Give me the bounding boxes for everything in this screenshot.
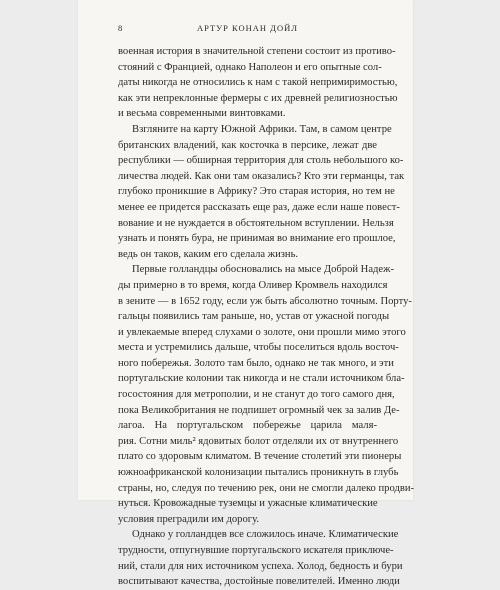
text-line: глубоко проникшие в Африку? Это старая история, но тем не bbox=[118, 186, 395, 198]
text-line: Первые голландцы обосновались на мысе Доброй Надеж- bbox=[132, 264, 394, 276]
body-text bbox=[118, 44, 415, 590]
text-line: британских владений, как косточка в персике, лежат две bbox=[118, 139, 377, 151]
text-line: личества людей. Как они там оказались? Кто эти германцы, так bbox=[118, 170, 405, 182]
text-line: республики — обширная территория для столь небольшого ко- bbox=[118, 155, 404, 167]
book-page bbox=[78, 0, 415, 588]
text-line: менее ее придется рассказать еще раз, даже если наше повест- bbox=[118, 201, 400, 213]
text-line: ного побережья. Золото там было, однако не так много, и эти bbox=[118, 357, 394, 369]
text-line: и увлекаемые вперед слухами о золоте, они прошли мимо этого bbox=[118, 326, 406, 338]
page-number: 8 bbox=[118, 23, 124, 33]
text-line: узнать и понять бура, не принимая во внимание его прошлое, bbox=[118, 233, 396, 245]
paragraph bbox=[118, 262, 415, 527]
paragraph bbox=[118, 527, 403, 589]
text-line: пока Великобритания не подпишет огромный чек за залив Де- bbox=[118, 404, 400, 416]
text-line: Взгляните на карту Южной Африки. Там, в самом центре bbox=[132, 123, 392, 135]
text-line: госостояния для метрополии, и не станут до того самого дня, bbox=[118, 389, 395, 401]
text-line: даты никогда не относились к нам с такой непримиримостью, bbox=[118, 77, 398, 89]
text-line: южноафриканской колонизации пытались проникнуть в глубь bbox=[118, 467, 399, 479]
text-line: трудности, отпугнувшие португальского искателя приключе- bbox=[118, 545, 394, 556]
text-line: лагоа. На португальском побережье царила маля- bbox=[118, 420, 377, 432]
paragraph bbox=[118, 122, 405, 262]
text-line: Однако у голландцев все сложилось иначе. Климатические bbox=[132, 529, 399, 541]
text-line: в зените — в 1652 году, если уж быть абсолютно точным. Порту- bbox=[118, 295, 412, 307]
text-line: воспитывают качества, достойные повелителей. Именно люди bbox=[118, 576, 400, 588]
text-line: португальские колонии так никогда и не стали источником бла- bbox=[118, 373, 405, 385]
text-line: нуться. Кровожадные туземцы и ужасные климатические bbox=[118, 498, 378, 510]
running-head: АРТУР КОНАН ДОЙЛ bbox=[196, 23, 298, 33]
text-line: ний, стали для них источником успеха. Холод, бедность и бури bbox=[118, 560, 403, 572]
text-line: гальцы появились там раньше, но, устав от ужасной погоды bbox=[118, 311, 390, 323]
paragraph bbox=[118, 44, 398, 122]
text-line: рия. Сотни миль² ядовитых болот отделяли их от внутреннего bbox=[118, 435, 399, 447]
text-line: страны, но, следуя по течению рек, они не смогли далеко продви- bbox=[118, 482, 415, 494]
text-line: места и устремились дальше, чтобы поселиться вдоль восточ- bbox=[118, 342, 399, 354]
text-line: ведь он таков, каким его сделала жизнь. bbox=[118, 248, 299, 260]
text-line: и весьма современными винтовками. bbox=[118, 108, 286, 120]
text-line: плато со здоровым климатом. В течение столетий эти пионеры bbox=[118, 451, 402, 463]
text-line: как эти непреклонные фермеры с их древней религиозностью bbox=[118, 92, 398, 104]
text-line: вование и не нуждается в обстоятельном вступлении. Нельзя bbox=[118, 217, 394, 229]
text-line: стояний с Францией, однако Наполеон и его опытные сол- bbox=[118, 61, 382, 73]
text-line: военная история в значительной степени состоит из противо- bbox=[118, 46, 396, 57]
text-line: условия преградили им дорогу. bbox=[118, 513, 259, 525]
text-line: ды примерно в то время, когда Оливер Кромвель находился bbox=[118, 279, 388, 291]
